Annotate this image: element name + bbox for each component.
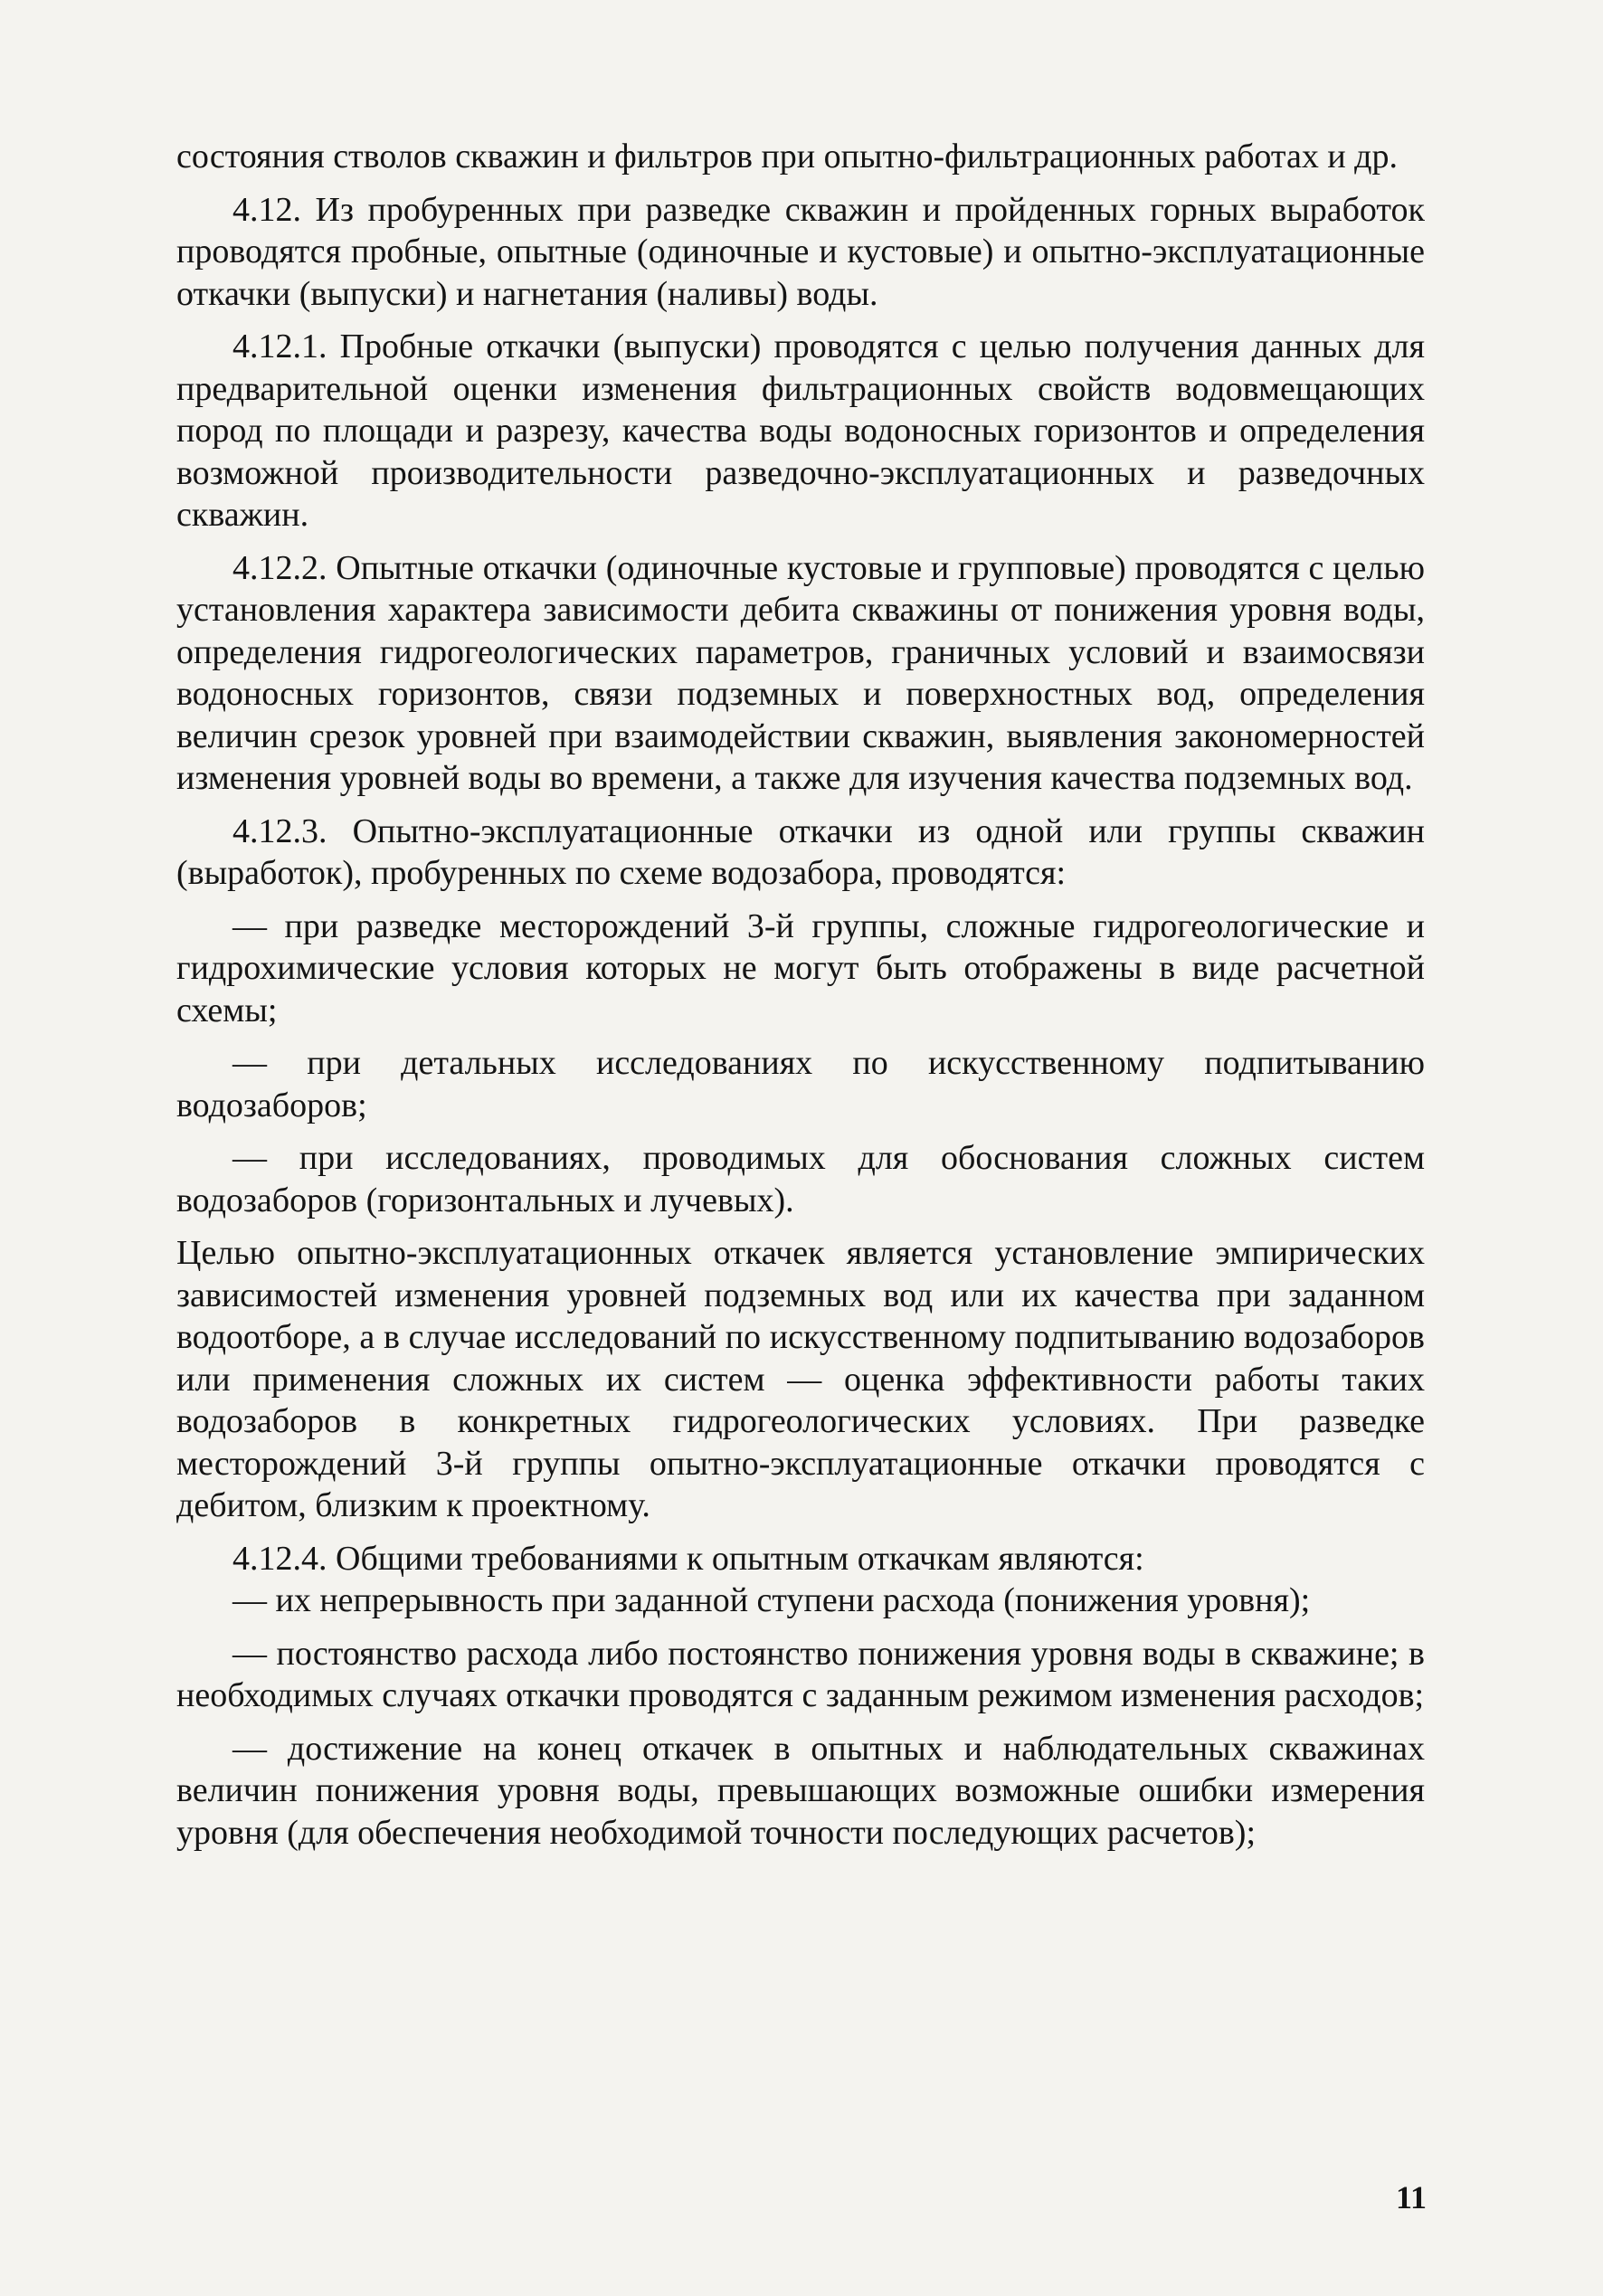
paragraph-4-12-3: 4.12.3. Опытно-эксплуатационные откачки из одной или группы скважин (выработок), пробуренных по схеме водозабора, проводятся: xyxy=(176,811,1425,892)
list-item-deposits-group-3: — при разведке месторождений 3-й группы, сложные гидрогеологические и гидрохимические условия которых не могут быть отображены в виде расчетной схемы; xyxy=(176,906,1425,1029)
paragraph-4-12: 4.12. Из пробуренных при разведке скважин и пройденных горных выработок проводятся пробные, опытные (одиночные и кустовые) и опытно-эксплуатационные откачки (выпуски) и нагнетания (наливы) воды. xyxy=(176,190,1425,313)
list-item-constancy: — постоянство расхода либо постоянство понижения уровня воды в скважине; в необходимых случаях откачки проводятся с заданным режимом изменения расходов; xyxy=(176,1634,1425,1714)
list-item-artificial-recharge: — при детальных исследованиях по искусственному подпитыванию водозаборов; xyxy=(176,1044,1425,1124)
list-item-continuity: — их непрерывность при заданной ступени расхода (понижения уровня); xyxy=(232,1581,1311,1619)
page-number: 11 xyxy=(1395,2179,1427,2215)
document-page xyxy=(176,136,1425,1854)
list-item-drawdown: — достижение на конец откачек в опытных и наблюдательных скважинах величин понижения уровня воды, превышающих возможные ошибки измерения уровня (для обеспечения необходимой точности последующих расчетов); xyxy=(176,1729,1425,1852)
paragraph-continuation: состояния стволов скважин и фильтров при опытно-фильтрационных работах и др. xyxy=(176,138,1399,176)
paragraph-4-12-4: 4.12.4. Общими требованиями к опытным откачкам являются: xyxy=(232,1539,1144,1578)
paragraph-4-12-2: 4.12.2. Опытные откачки (одиночные кустовые и групповые) проводятся с целью установления характера зависимости дебита скважины от понижения уровня воды, определения гидрогеологических параметров, граничных условий и взаимосвязи водоносных горизонтов, связи подземных и поверхностных вод, определения величин срезок уровней при взаимодействии скважин, выявления закономерностей изменения уровней воды во времени, а также для изучения качества подземных вод. xyxy=(176,548,1425,797)
paragraph-purpose: Целью опытно-эксплуатационных откачек является установление эмпирических зависимостей изменения уровней подземных вод или их качества при заданном водоотборе, а в случае исследований по искусственному подпитыванию водозаборов или применения сложных их систем — оценка эффективности работы таких водозаборов в конкретных гидрогеологических условиях. При разведке месторождений 3-й группы опытно-эксплуатационные откачки проводятся с дебитом, близким к проектному. xyxy=(176,1234,1425,1524)
paragraph-4-12-1: 4.12.1. Пробные откачки (выпуски) проводятся с целью получения данных для предварительной оценки изменения фильтрационных свойств водовмещающих пород по площади и разрезу, качества воды водоносных горизонтов и определения возможной производительности разведочно-эксплуатационных и разведочных скважин. xyxy=(176,327,1425,534)
list-item-complex-systems: — при исследованиях, проводимых для обоснования сложных систем водозаборов (горизонтальных и лучевых). xyxy=(176,1139,1425,1219)
